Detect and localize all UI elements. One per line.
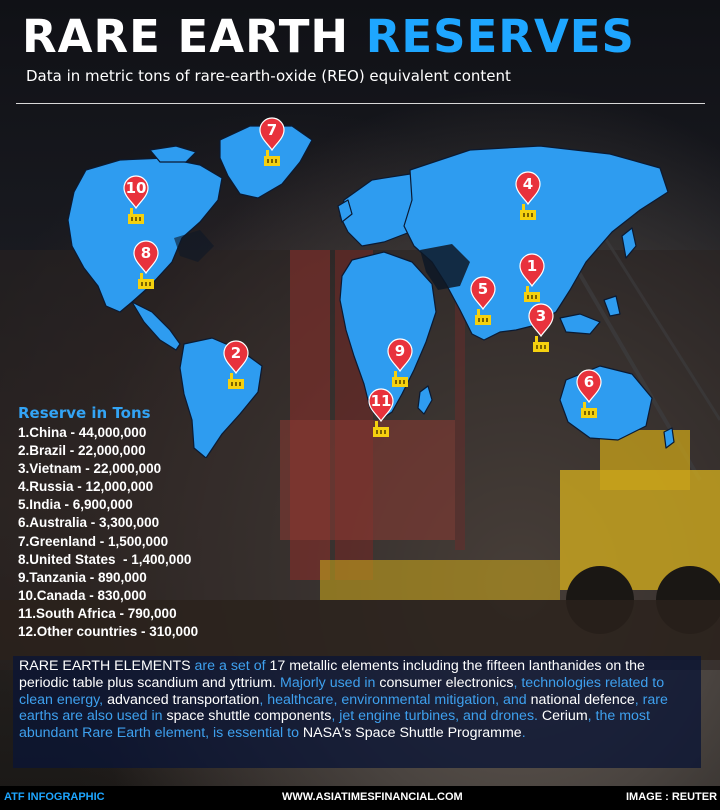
info-segment: , technologies related to clean energy,: [19, 674, 665, 708]
footer-image-credit: IMAGE : REUTER: [626, 791, 718, 803]
info-segment: advanced transportation: [107, 691, 260, 708]
legend-item: 8.United States - 1,400,000: [18, 551, 192, 567]
marker-1-label: 1: [526, 257, 538, 275]
legend-item: 7.Greenland - 1,500,000: [18, 533, 169, 549]
marker-3[interactable]: [529, 304, 553, 352]
info-paragraph: [13, 656, 701, 768]
factory-icon: [373, 421, 389, 437]
legend-list: [18, 424, 248, 641]
legend-item: 11.South Africa - 790,000: [18, 605, 177, 621]
legend-item: 3.Vietnam - 22,000,000: [18, 461, 162, 477]
info-segment: , healthcare, environmental mitigation, and: [259, 691, 531, 708]
legend-title: Reserve in Tons: [18, 404, 151, 422]
info-segment: 17 metallic elements including the fifteen lanthanides on the periodic table plus scandium and yttrium.: [19, 658, 645, 691]
legend-item: 12.Other countries - 310,000: [18, 624, 199, 640]
marker-6-label: 6: [583, 373, 595, 391]
info-segment: RARE EARTH ELEMENTS: [19, 658, 195, 674]
legend-item: 2.Brazil - 22,000,000: [18, 443, 146, 459]
info-segment: , rare earths are also used in: [19, 691, 668, 725]
marker-3-label: 3: [535, 307, 547, 325]
reserve-legend: [18, 404, 248, 641]
marker-5-label: 5: [477, 280, 489, 298]
footer-bar: [0, 786, 720, 810]
title-main: RARE EARTH: [22, 10, 350, 63]
title-divider: [16, 103, 705, 104]
title-accent: RESERVES: [365, 10, 635, 63]
marker-7-label: 7: [266, 121, 278, 139]
marker-10-label: 10: [125, 179, 147, 197]
legend-item: 5.India - 6,900,000: [18, 497, 133, 513]
marker-4-label: 4: [522, 175, 534, 193]
info-segment: , jet engine turbines, and drones.: [331, 708, 542, 725]
info-segment: are a set of: [194, 658, 270, 674]
info-segment: national defence: [530, 691, 635, 708]
marker-8-label: 8: [140, 244, 152, 262]
legend-item: 1.China - 44,000,000: [18, 425, 147, 440]
info-segment: .: [521, 725, 526, 742]
australia-landmass: [560, 366, 652, 440]
page-title: [22, 10, 635, 63]
info-segment: space shuttle components: [166, 708, 332, 725]
factory-icon: [533, 336, 549, 352]
legend-item: 9.Tanzania - 890,000: [18, 569, 147, 585]
info-segment: , the most abundant Rare Earth element, is essential to: [19, 708, 650, 742]
legend-item: 6.Australia - 3,300,000: [18, 515, 160, 531]
marker-11-label: 11: [370, 392, 392, 410]
info-segment: consumer electronics: [379, 674, 514, 691]
info-segment: Majorly used in: [276, 674, 380, 691]
footer-url[interactable]: WWW.ASIATIMESFINANCIAL.COM: [282, 791, 463, 803]
info-segment: Cerium: [541, 708, 588, 725]
info-segment: NASA's Space Shuttle Programme: [302, 725, 522, 742]
subtitle: Data in metric tons of rare-earth-oxide (REO) equivalent content: [26, 67, 511, 85]
marker-9-label: 9: [394, 342, 406, 360]
legend-item: 10.Canada - 830,000: [18, 587, 147, 603]
footer-brand: ATF INFOGRAPHIC: [4, 791, 105, 803]
marker-2-label: 2: [230, 344, 242, 362]
legend-item: 4.Russia - 12,000,000: [18, 479, 154, 495]
